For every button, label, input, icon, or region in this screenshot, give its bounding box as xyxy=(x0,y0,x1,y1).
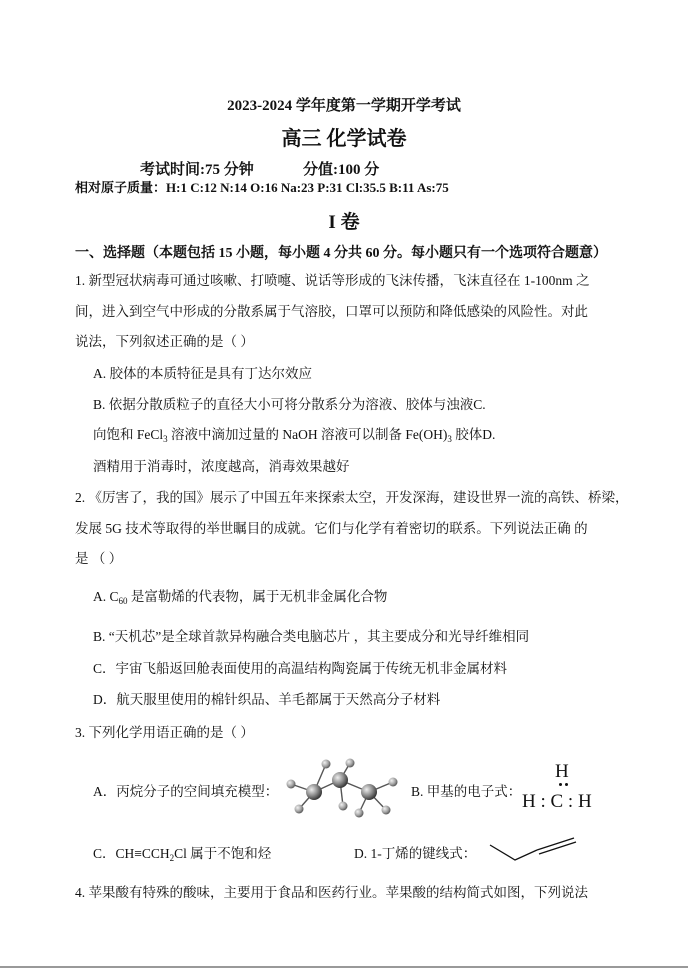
q2-option-b: B. “天机芯”是全球首款异构融合类电脑芯片 ，其主要成分和光导纤维相同 xyxy=(93,629,530,644)
q2-line3: 是 （ ） xyxy=(75,551,123,566)
q1-option-b: B. 依据分散质粒子的直径大小可将分散系分为溶液、胶体与浊液C. xyxy=(93,397,486,412)
q1-option-c-text1: 向饱和 FeCl xyxy=(93,427,164,442)
q1-option-d: 酒精用于消毒时，浓度越高，消毒效果越好 xyxy=(93,459,350,474)
q3-option-c-text2: Cl 属于不饱和烃 xyxy=(174,846,272,861)
q2-line2: 发展 5G 技术等取得的举世瞩目的成就。它们与化学有着密切的联系。下列说法正确 的 xyxy=(75,521,588,536)
atomic-masses: 相对原子质量：H:1 C:12 N:14 O:16 Na:23 P:31 Cl:35.5 B:11 As:75 xyxy=(75,180,449,195)
q2-option-d: D．航天服里使用的棉针织品、羊毛都属于天然高分子材料 xyxy=(93,692,441,707)
electron-dot-2 xyxy=(565,783,568,786)
q1-option-c-text2: 溶液中滴加过量的 NaOH 溶液可以制备 Fe(OH) xyxy=(167,427,448,442)
q1-line1: 1. 新型冠状病毒可通过咳嗽、打喷嚏、说话等形成的飞沫传播，飞沫直径在 1-100nm 之 xyxy=(75,273,590,288)
propane-model-image xyxy=(283,758,401,820)
butene-skeletal-image xyxy=(488,836,580,864)
q1-option-c-text3: 胶体D. xyxy=(451,427,496,442)
section-title: I 卷 xyxy=(328,212,360,233)
exam-time: 考试时间:75 分钟 xyxy=(140,162,254,178)
q2-option-c: C．宇宙飞船返回舱表面使用的高温结构陶瓷属于传统无机非金属材料 xyxy=(93,661,508,676)
q3-option-d: D. 1-丁烯的键线式： xyxy=(354,846,477,861)
subject-title: 高三 化学试卷 xyxy=(281,128,407,150)
q3-line1: 3. 下列化学用语正确的是（ ） xyxy=(75,725,254,740)
electron-dot-1 xyxy=(559,783,562,786)
q1-option-c-sub1: 3 xyxy=(163,434,168,444)
q2-line1: 2. 《厉害了，我的国》展示了中国五年来探索太空，开发深海，建设世界一流的高铁、桥梁， xyxy=(75,490,629,505)
q1-option-c xyxy=(93,426,495,444)
q2-option-a-sub: 60 xyxy=(118,596,128,606)
q1-option-a: A. 胶体的本质特征是具有丁达尔效应 xyxy=(93,366,312,381)
methyl-top-h: H xyxy=(555,761,569,782)
q2-option-a-text2: 是富勒烯的代表物，属于无机非金属化合物 xyxy=(127,589,388,604)
q1-option-c-sub2: 3 xyxy=(447,434,452,444)
section-instructions: 一、选择题（本题包括 15 小题，每小题 4 分共 60 分。每小题只有一个选项符合题意） xyxy=(75,246,607,261)
q3-option-b: B. 甲基的电子式： xyxy=(411,784,522,799)
exam-title: 2023-2024 学年度第一学期开学考试 xyxy=(227,98,461,114)
q3-option-c-sub: 2 xyxy=(169,853,175,863)
q3-option-a: A．丙烷分子的空间填充模型： xyxy=(93,784,279,799)
q1-line2: 间，进入到空气中形成的分散系属于气溶胶，口罩可以预防和降低感染的风险性。对此 xyxy=(75,304,588,319)
page-bottom-border xyxy=(0,966,688,968)
q4-line1: 4. 苹果酸有特殊的酸味，主要用于食品和医药行业。苹果酸的结构简式如图，下列说法 xyxy=(75,885,588,900)
methyl-electron-formula: H : C : H xyxy=(522,791,592,812)
q3-option-c-text1: C．CH≡CCH xyxy=(93,846,170,861)
q2-option-a xyxy=(93,588,387,606)
exam-score: 分值:100 分 xyxy=(303,162,380,178)
q3-option-c xyxy=(93,845,271,863)
q1-line3: 说法，下列叙述正确的是（ ） xyxy=(75,334,254,349)
q2-option-a-text1: A. C xyxy=(93,589,119,604)
